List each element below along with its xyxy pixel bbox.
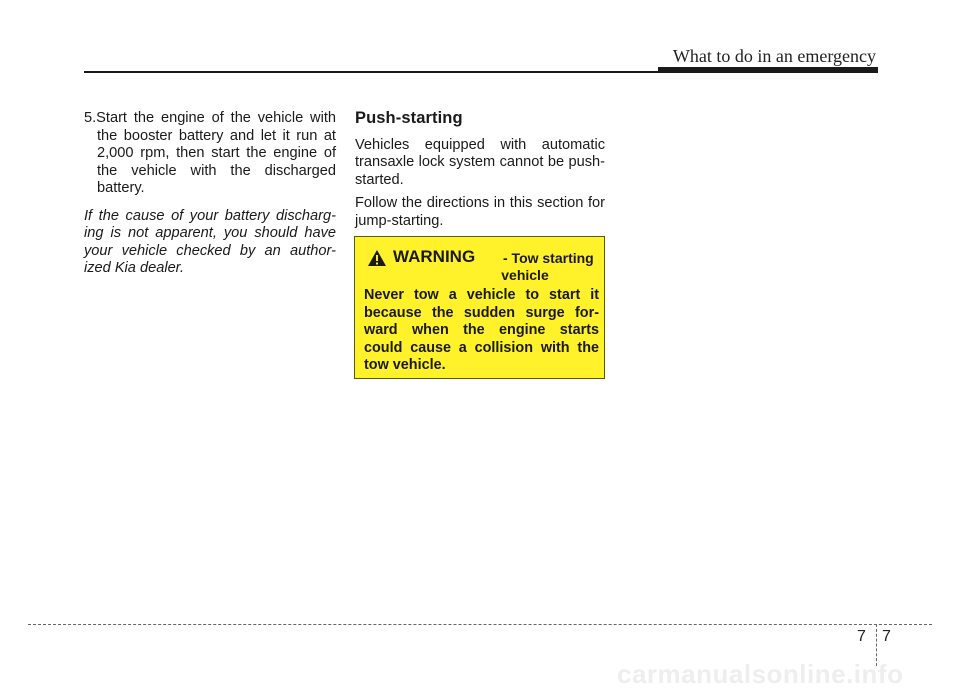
warning-subtitle: - Tow starting bbox=[503, 250, 594, 266]
push-start-paragraph-1: Vehicles equipped with automatic transaxle lock system cannot be push-started. bbox=[355, 136, 605, 188]
step-5-text: 5.Start the engine of the vehicle with the booster battery and let it run at 2,000 rpm, then start the engine of the vehicle with the discharged battery. bbox=[84, 110, 336, 196]
warning-triangle-icon bbox=[367, 249, 387, 267]
chapter-number: 7 bbox=[857, 628, 866, 645]
header-rule-accent bbox=[658, 67, 878, 73]
warning-subtitle-line2: vehicle bbox=[501, 267, 549, 283]
warning-title: WARNING bbox=[393, 247, 476, 266]
warning-text: Never tow a vehicle to start it because the sudden surge for-ward when the engine starts could cause a collision with the tow vehicle. bbox=[364, 287, 599, 373]
page-number: 7 bbox=[882, 628, 891, 645]
footer-rule bbox=[28, 624, 932, 625]
push-starting-section bbox=[355, 110, 605, 236]
page-section-title: What to do in an emergency bbox=[672, 46, 876, 66]
left-column bbox=[84, 110, 336, 278]
section-heading: Push-starting bbox=[355, 109, 463, 127]
push-start-paragraph-2: Follow the directions in this section for jump-starting. bbox=[355, 195, 605, 229]
watermark: carmanualsonline.info bbox=[617, 659, 904, 689]
warning-box bbox=[354, 236, 605, 379]
battery-note: If the cause of your battery discharg-ing is not apparent, you should have your vehicle checked by an author-ized Kia dealer. bbox=[84, 207, 336, 276]
